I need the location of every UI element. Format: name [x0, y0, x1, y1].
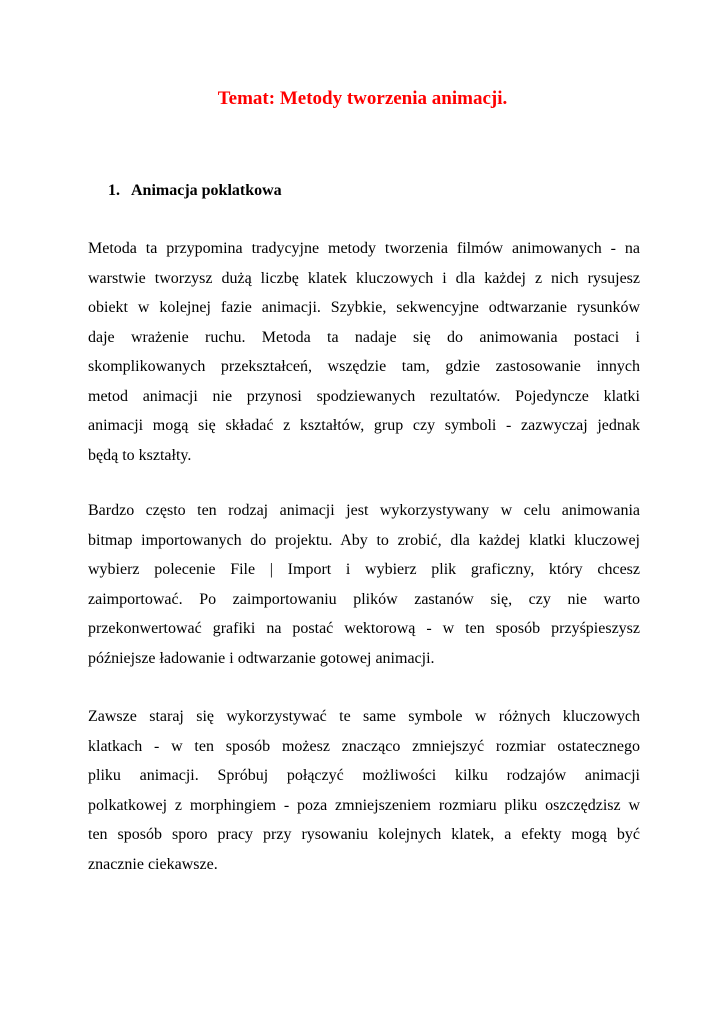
paragraph-line: obiekt w kolejnej fazie animacji. Szybkie, sekwencyjne odtwarzanie rysunków — [88, 299, 640, 316]
paragraph-line: zaimportować. Po zaimportowaniu plików zastanów się, czy nie warto — [88, 590, 640, 608]
paragraph-line: pliku animacji. Spróbuj połączyć możliwości kilku rodzajów animacji — [88, 767, 640, 784]
section-heading-text: Animacja poklatkowa — [131, 182, 282, 199]
paragraph-3 — [88, 702, 640, 879]
paragraph-line: daje wrażenie ruchu. Metoda ta nadaje się do animowania postaci i — [88, 328, 640, 346]
paragraph-2 — [88, 496, 640, 673]
paragraph-line: Bardzo często ten rodzaj animacji jest wykorzystywany w celu animowania — [88, 502, 640, 519]
paragraph-line: animacji mogą się składać z kształtów, grup czy symboli - zazwyczaj jednak — [88, 417, 640, 434]
document-title: Temat: Metody tworzenia animacji. — [217, 88, 508, 109]
section-heading — [108, 180, 282, 202]
paragraph-1 — [88, 234, 640, 470]
section-number: 1. — [108, 182, 120, 199]
paragraph-line: klatkach - w ten sposób możesz znacząco zmniejszyć rozmiar ostatecznego — [88, 737, 640, 755]
paragraph-line: wybierz polecenie File | Import i wybierz plik graficzny, który chcesz — [88, 561, 640, 578]
paragraph-line: późniejsze ładowanie i odtwarzanie gotowej animacji. — [88, 649, 435, 667]
paragraph-line: warstwie tworzysz dużą liczbę klatek kluczowych i dla każdej z nich rysujesz — [88, 269, 640, 287]
paragraph-line: skomplikowanych przekształceń, wszędzie tam, gdzie zastosowanie innych — [88, 358, 640, 375]
paragraph-line: bitmap importowanych do projektu. Aby to zrobić, dla każdej klatki kluczowej — [88, 531, 640, 549]
paragraph-line: będą to kształty. — [88, 446, 192, 464]
paragraph-line: Zawsze staraj się wykorzystywać te same symbole w różnych kluczowych — [88, 708, 640, 725]
paragraph-line: znacznie ciekawsze. — [88, 855, 218, 873]
paragraph-line: Metoda ta przypomina tradycyjne metody tworzenia filmów animowanych - na — [88, 240, 640, 257]
paragraph-line: polkatkowej z morphingiem - poza zmniejszeniem rozmiaru pliku oszczędzisz w — [88, 796, 640, 814]
paragraph-line: ten sposób sporo pracy przy rysowaniu kolejnych klatek, a efekty mogą być — [88, 826, 640, 843]
paragraph-line: metod animacji nie przynosi spodziewanych rezultatów. Pojedyncze klatki — [88, 387, 640, 405]
paragraph-line: przekonwertować grafiki na postać wektorową - w ten sposób przyśpieszysz — [88, 620, 640, 637]
